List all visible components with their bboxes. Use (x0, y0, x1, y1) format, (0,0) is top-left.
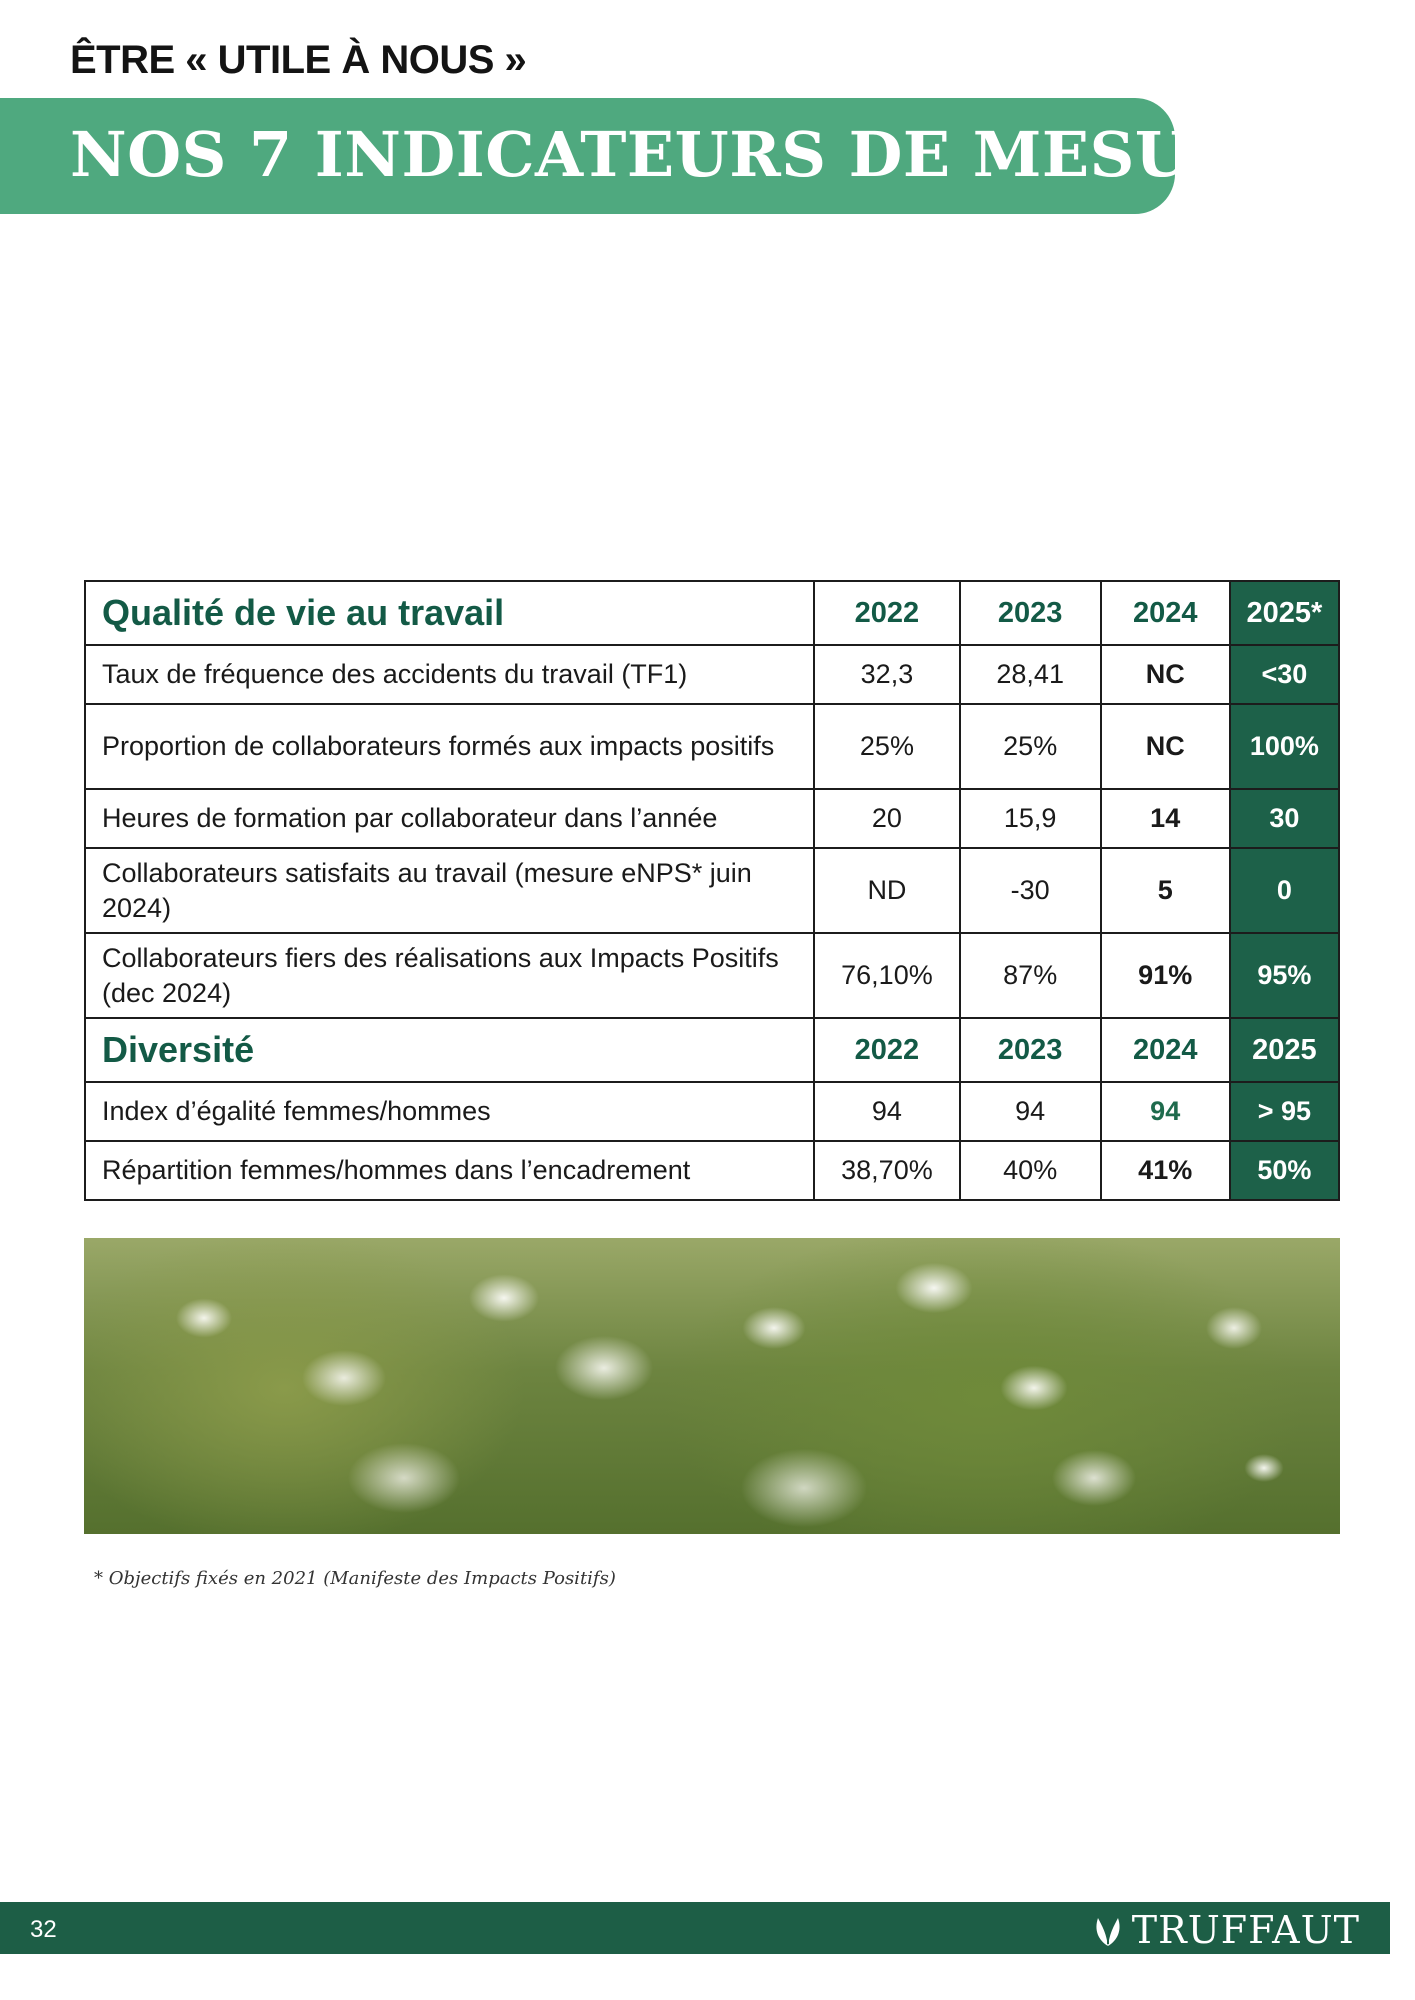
row-label: Collaborateurs satisfaits au travail (mesure eNPS* juin 2024) (85, 848, 814, 933)
cell-target: <30 (1230, 645, 1339, 704)
cell-2024: 41% (1101, 1141, 1230, 1200)
table-row (85, 645, 1339, 704)
row-label: Taux de fréquence des accidents du travail (TF1) (85, 645, 814, 704)
cell-2022: 76,10% (814, 933, 960, 1018)
cell-2023: 87% (960, 933, 1101, 1018)
row-label: Index d’égalité femmes/hommes (85, 1082, 814, 1141)
cell-target: > 95 (1230, 1082, 1339, 1141)
row-label: Heures de formation par collaborateur dans l’année (85, 789, 814, 848)
table-row (85, 933, 1339, 1018)
cell-2024: NC (1101, 704, 1230, 789)
target-year-header: 2025* (1230, 581, 1339, 645)
cell-2022: 32,3 (814, 645, 960, 704)
cell-2022: ND (814, 848, 960, 933)
cell-2023: 15,9 (960, 789, 1101, 848)
cell-2024: 5 (1101, 848, 1230, 933)
row-label: Proportion de collaborateurs formés aux impacts positifs (85, 704, 814, 789)
table-row (85, 1082, 1339, 1141)
page-title: NOS 7 INDICATEURS DE MESURE (70, 118, 1290, 191)
cell-target: 95% (1230, 933, 1339, 1018)
indicators-table (84, 580, 1340, 1201)
year-header: 2024 (1101, 1018, 1230, 1082)
page-number: 32 (30, 1916, 57, 1943)
cell-2022: 94 (814, 1082, 960, 1141)
cell-2024: 94 (1101, 1082, 1230, 1141)
footnote: * Objectifs fixés en 2021 (Manifeste des Impacts Positifs) (94, 1568, 616, 1589)
leaf-icon (1088, 1910, 1128, 1950)
section-header-row (85, 581, 1339, 645)
cell-target: 30 (1230, 789, 1339, 848)
cell-2022: 25% (814, 704, 960, 789)
cell-2024: 91% (1101, 933, 1230, 1018)
table-row (85, 789, 1339, 848)
year-header: 2022 (814, 581, 960, 645)
target-year-header: 2025 (1230, 1018, 1339, 1082)
section-title: Qualité de vie au travail (85, 581, 814, 645)
section-header-row (85, 1018, 1339, 1082)
section-kicker: ÊTRE « UTILE À NOUS » (70, 38, 527, 82)
cell-2023: 25% (960, 704, 1101, 789)
row-label: Répartition femmes/hommes dans l’encadrement (85, 1141, 814, 1200)
cell-2022: 38,70% (814, 1141, 960, 1200)
cell-target: 100% (1230, 704, 1339, 789)
brand-name: TRUFFAUT (1131, 1908, 1360, 1952)
cell-target: 50% (1230, 1141, 1339, 1200)
brand-logo (1088, 1908, 1360, 1952)
year-header: 2024 (1101, 581, 1230, 645)
table-row (85, 1141, 1339, 1200)
cell-2024: 14 (1101, 789, 1230, 848)
cell-2023: 94 (960, 1082, 1101, 1141)
cell-2023: -30 (960, 848, 1101, 933)
footer-bar (0, 1902, 1390, 1954)
flower-meadow-photo (84, 1238, 1340, 1534)
table-row (85, 704, 1339, 789)
year-header: 2023 (960, 1018, 1101, 1082)
cell-2023: 40% (960, 1141, 1101, 1200)
table-row (85, 848, 1339, 933)
row-label: Collaborateurs fiers des réalisations aux Impacts Positifs (dec 2024) (85, 933, 814, 1018)
section-title: Diversité (85, 1018, 814, 1082)
cell-2023: 28,41 (960, 645, 1101, 704)
title-banner (0, 98, 1290, 214)
year-header: 2023 (960, 581, 1101, 645)
cell-2022: 20 (814, 789, 960, 848)
cell-2024: NC (1101, 645, 1230, 704)
cell-target: 0 (1230, 848, 1339, 933)
year-header: 2022 (814, 1018, 960, 1082)
